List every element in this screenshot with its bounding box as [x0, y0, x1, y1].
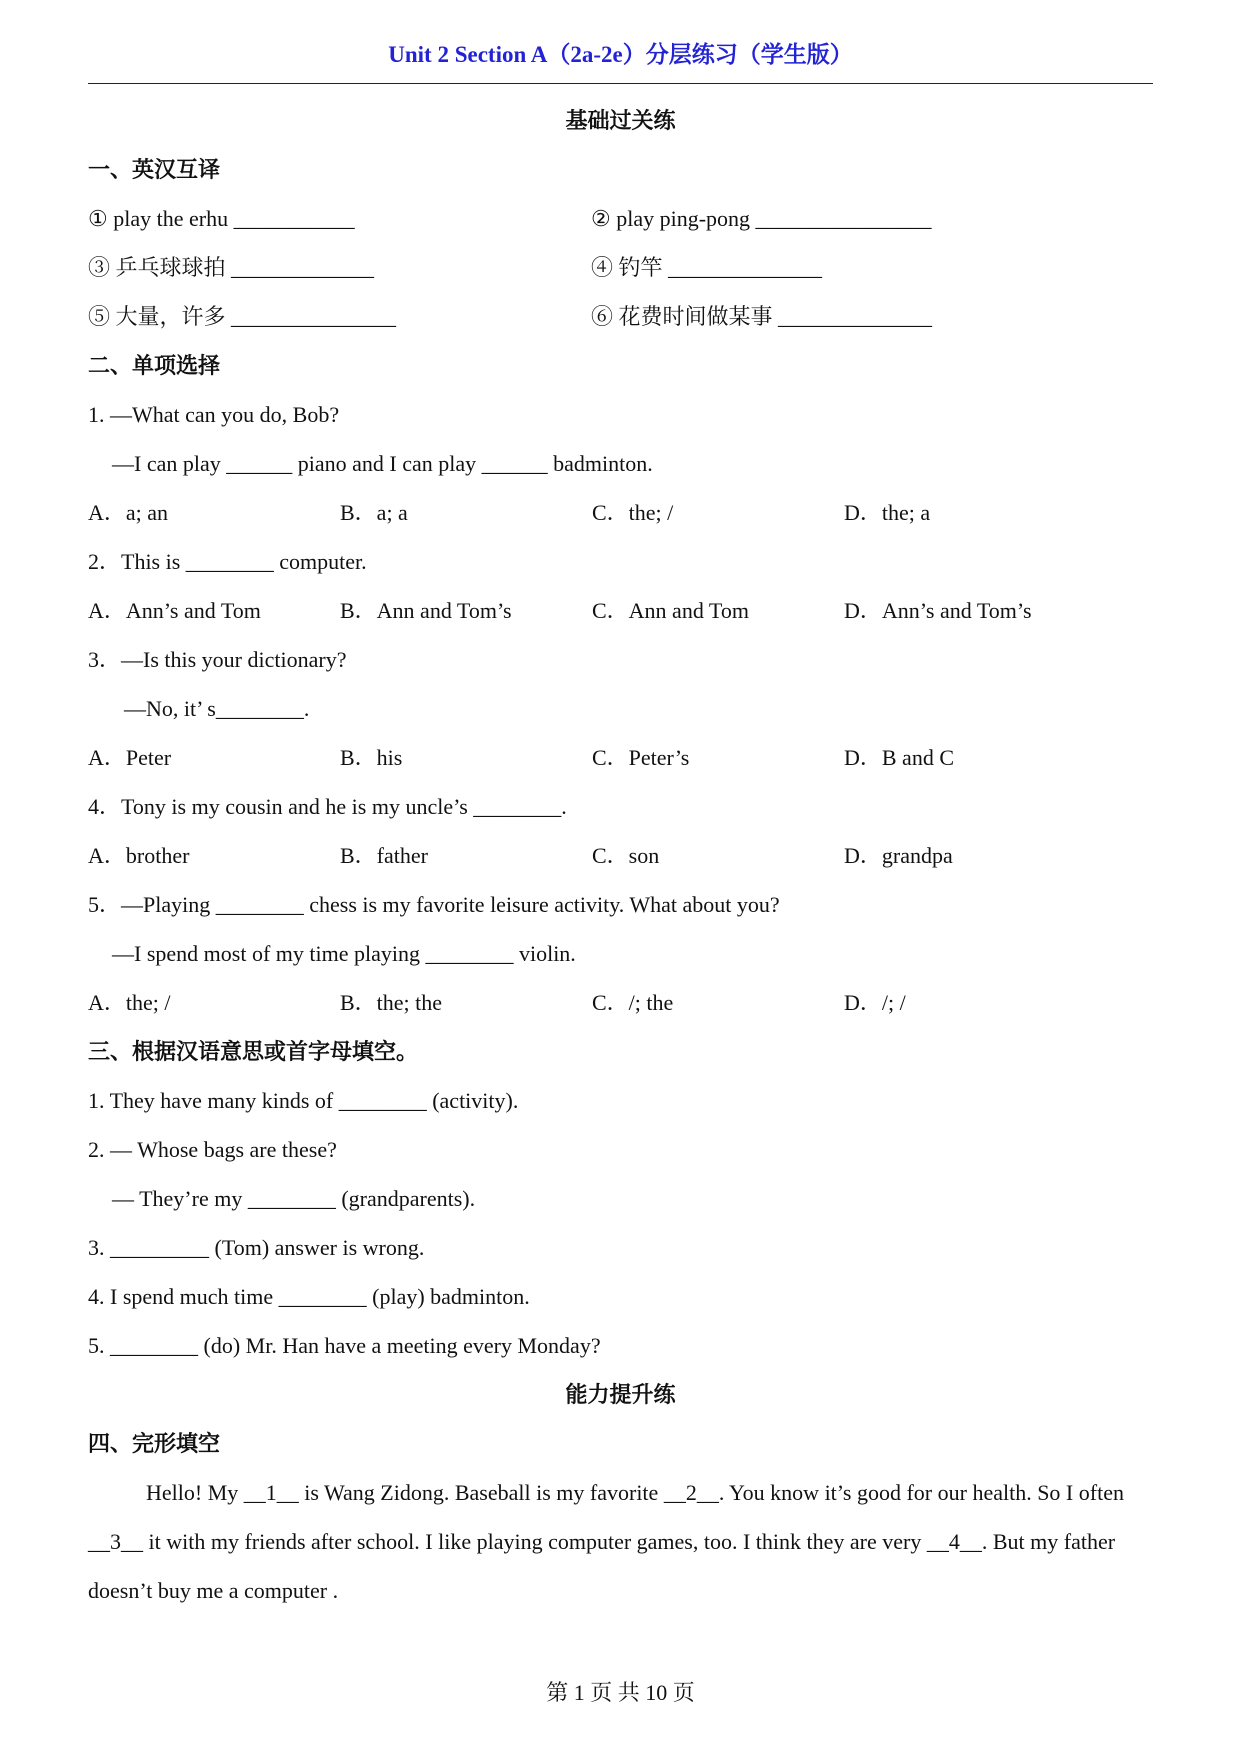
option: A．a; an	[88, 500, 169, 525]
question-stem: 5．—Playing ________ chess is my favorite leisure activity. What about you?	[88, 892, 780, 917]
passage-text: . But my father doesn’t buy me a computer .	[88, 1529, 1116, 1603]
question-options	[88, 488, 1153, 537]
part1-item: ④ 钓竿 ______________	[591, 255, 823, 280]
page-footer: 第 1 页 共 10 页	[546, 1680, 695, 1705]
fill-line: 2. — Whose bags are these?	[88, 1137, 337, 1162]
part1-item: ② play ping-pong ________________	[591, 206, 932, 231]
option: D．grandpa	[844, 843, 953, 868]
part1-title: 一、英汉互译	[88, 157, 221, 182]
part4-title: 四、完形填空	[88, 1431, 221, 1456]
question-stem: 4．Tony is my cousin and he is my uncle’s ________.	[88, 794, 567, 819]
part1-item: ③ 乒乓球球拍 _____________	[88, 255, 375, 280]
option: A．the; /	[88, 990, 171, 1015]
question-options	[88, 586, 1153, 635]
header-divider	[88, 83, 1153, 84]
cloze-blank-3: __3__	[88, 1529, 143, 1554]
question-stem: —No, it’ s________.	[124, 696, 310, 721]
option: A．Ann’s and Tom	[88, 598, 261, 623]
passage-text: . You know it’s good for our health. So I often	[718, 1480, 1124, 1505]
document-body	[88, 96, 1153, 1615]
fill-line: — They’re my ________ (grandparents).	[112, 1186, 476, 1211]
question-options	[88, 831, 1153, 880]
cloze-blank-2: __2__	[663, 1480, 719, 1505]
option: B．a; a	[340, 500, 408, 525]
section-title-advanced: 能力提升练	[565, 1382, 676, 1407]
option: A．brother	[88, 843, 190, 868]
question-stem: —I spend most of my time playing ________ violin.	[112, 941, 576, 966]
question-stem: —I can play ______ piano and I can play ______ badminton.	[112, 451, 653, 476]
part2-title: 二、单项选择	[88, 353, 221, 378]
option: D．B and C	[844, 745, 955, 770]
option: A．Peter	[88, 745, 172, 770]
option: C．/; the	[592, 990, 674, 1015]
option: D．the; a	[844, 500, 931, 525]
part1-items	[88, 194, 1153, 341]
fill-line: 4. I spend much time ________ (play) badminton.	[88, 1284, 530, 1309]
question-options	[88, 733, 1153, 782]
question-stem: 1. —What can you do, Bob?	[88, 402, 340, 427]
option: B．Ann and Tom’s	[340, 598, 512, 623]
part3-title: 三、根据汉语意思或首字母填空。	[88, 1039, 419, 1064]
option: B．the; the	[340, 990, 443, 1015]
option: D．Ann’s and Tom’s	[844, 598, 1032, 623]
part1-item: ⑥ 花费时间做某事 ______________	[591, 304, 933, 329]
question-stem: 3．—Is this your dictionary?	[88, 647, 347, 672]
fill-line: 3. _________ (Tom) answer is wrong.	[88, 1235, 425, 1260]
option: D．/; /	[844, 990, 906, 1015]
part1-item: ⑤ 大量，许多 _______________	[88, 304, 397, 329]
passage-text: it with my friends after school. I like playing computer games, too. I think they are very	[143, 1529, 927, 1554]
option: B．father	[340, 843, 428, 868]
option: B．his	[340, 745, 403, 770]
fill-line: 5. ________ (do) Mr. Han have a meeting every Monday?	[88, 1333, 601, 1358]
question-stem: 2．This is ________ computer.	[88, 549, 367, 574]
cloze-blank-1: __1__	[243, 1480, 299, 1505]
option: C．the; /	[592, 500, 674, 525]
document-header-title: Unit 2 Section A（2a-2e）分层练习（学生版）	[388, 42, 853, 67]
option: C．son	[592, 843, 660, 868]
passage-text: is Wang Zidong. Baseball is my favorite	[298, 1480, 664, 1505]
option: C．Peter’s	[592, 745, 690, 770]
question-options	[88, 978, 1153, 1027]
option: C．Ann and Tom	[592, 598, 749, 623]
part1-item: ① play the erhu ___________	[88, 206, 355, 231]
cloze-blank-4: __4__	[926, 1529, 982, 1554]
section-title-basic: 基础过关练	[565, 108, 676, 133]
cloze-passage	[88, 1468, 1153, 1615]
fill-line: 1. They have many kinds of ________ (activity).	[88, 1088, 519, 1113]
passage-text: Hello! My	[146, 1480, 244, 1505]
